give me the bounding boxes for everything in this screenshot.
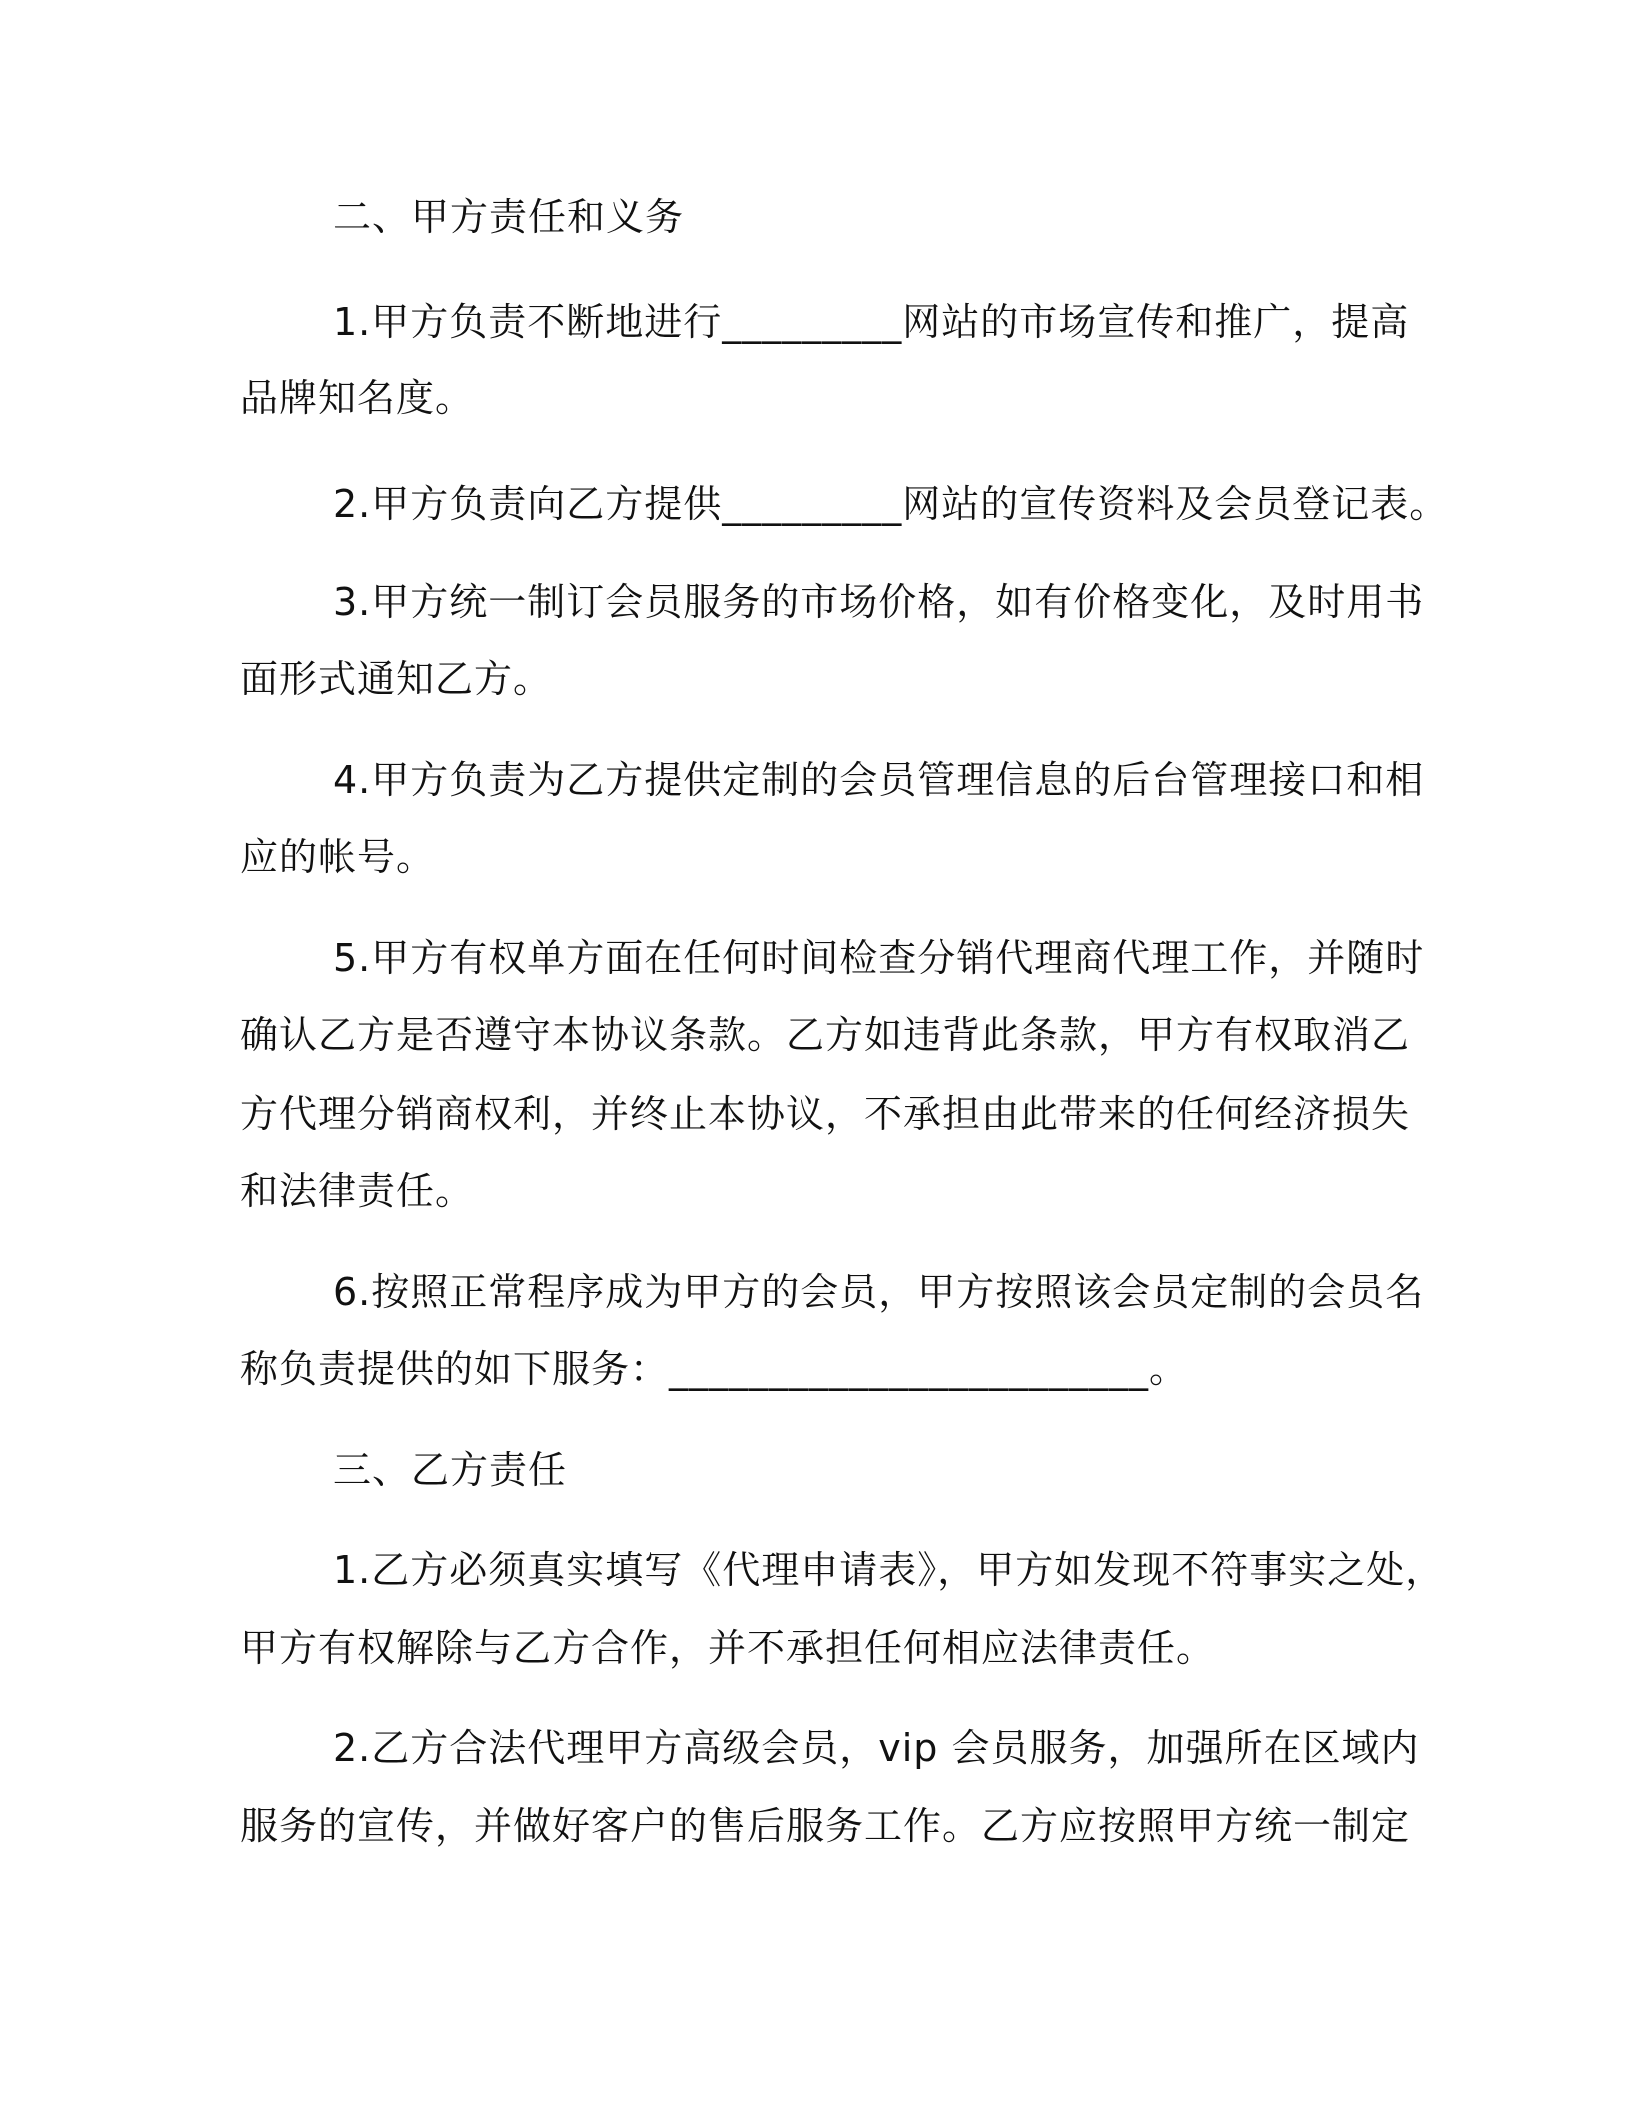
paragraph-line: 服务的宣传，并做好客户的售后服务工作。乙方应按照甲方统一制定 bbox=[240, 1804, 1411, 1848]
paragraph-line: 方代理分销商权利，并终止本协议，不承担由此带来的任何经济损失 bbox=[240, 1092, 1411, 1136]
paragraph-line: 和法律责任。 bbox=[240, 1169, 475, 1213]
paragraph-line: 称负责提供的如下服务：________________________。 bbox=[240, 1347, 1189, 1391]
paragraph-line: 1.乙方必须真实填写《代理申请表》，甲方如发现不符事实之处， bbox=[333, 1548, 1445, 1592]
paragraph-line: 确认乙方是否遵守本协议条款。乙方如违背此条款，甲方有权取消乙 bbox=[240, 1013, 1411, 1057]
paragraph-line: 甲方有权解除与乙方合作，并不承担任何相应法律责任。 bbox=[240, 1626, 1216, 1670]
paragraph-line: 面形式通知乙方。 bbox=[240, 657, 553, 701]
paragraph-line: 应的帐号。 bbox=[240, 835, 436, 879]
paragraph-line: 品牌知名度。 bbox=[240, 376, 475, 420]
paragraph-line: 1.甲方负责不断地进行_________网站的市场宣传和推广，提高 bbox=[333, 300, 1410, 344]
section-heading-party-b: 三、乙方责任 bbox=[333, 1448, 568, 1492]
paragraph-line: 3.甲方统一制订会员服务的市场价格，如有价格变化，及时用书 bbox=[333, 580, 1425, 624]
paragraph-line: 5.甲方有权单方面在任何时间检查分销代理商代理工作，并随时 bbox=[333, 936, 1425, 980]
paragraph-line: 2.甲方负责向乙方提供_________网站的宣传资料及会员登记表。 bbox=[333, 482, 1449, 526]
paragraph-line: 4.甲方负责为乙方提供定制的会员管理信息的后台管理接口和相 bbox=[333, 758, 1425, 802]
paragraph-line: 6.按照正常程序成为甲方的会员，甲方按照该会员定制的会员名 bbox=[333, 1270, 1425, 1314]
section-heading-party-a: 二、甲方责任和义务 bbox=[333, 195, 685, 239]
paragraph-line: 2.乙方合法代理甲方高级会员，vip 会员服务，加强所在区域内 bbox=[333, 1726, 1420, 1770]
